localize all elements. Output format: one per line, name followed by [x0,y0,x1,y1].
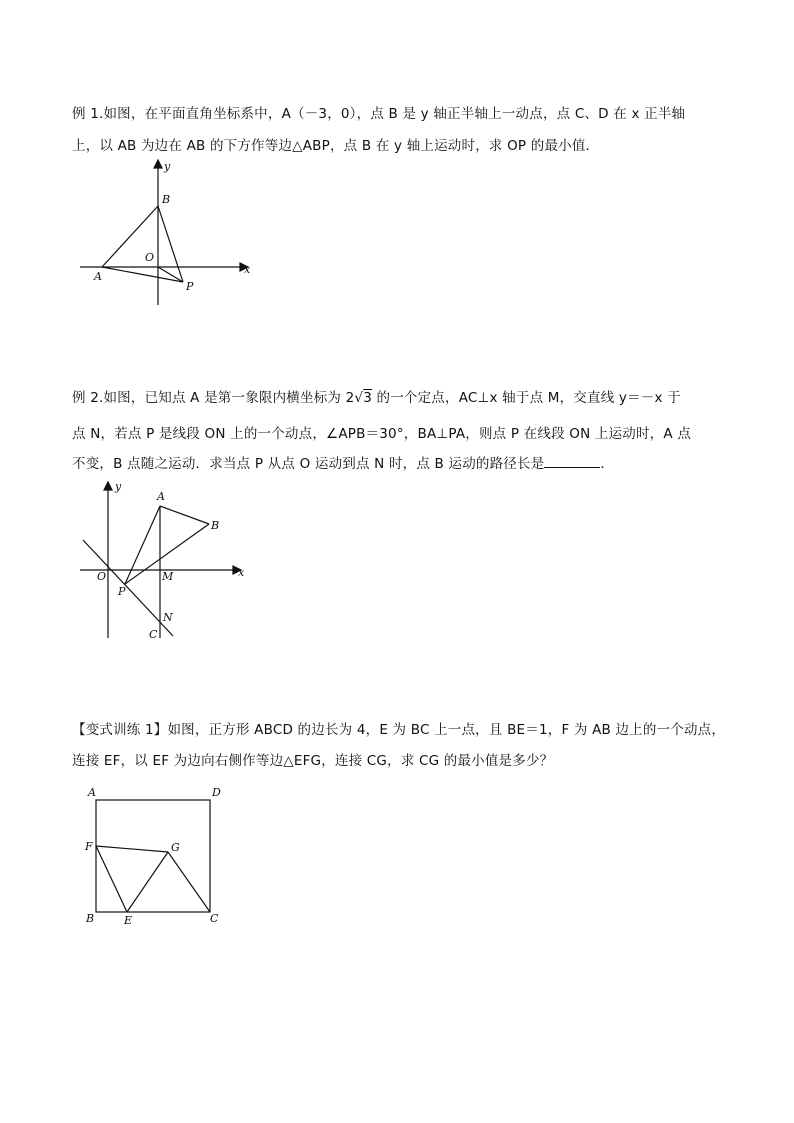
ex2-label-C: C [149,628,158,641]
ex3-seg-FG [96,846,168,852]
ex1-label-x: x [244,263,251,276]
ex2-label-A: A [157,490,165,503]
ex1-label-O: O [145,251,155,264]
ex3-label-A: A [88,786,96,799]
ex3-line1: 【变式训练 1】如图，正方形 ABCD 的边长为 4，E 为 BC 上一点，且 BE＝1，F 为 AB 边上的一个动点， [72,722,726,738]
ex1-line2: 上，以 AB 为边在 AB 的下方作等边△ABP，点 B 在 y 轴上运动时，求 OP 的最小值． [72,138,600,154]
ex3-seg-EG [127,852,168,912]
ex2-seg-PA [125,506,160,584]
ex2-line2: 点 N，若点 P 是线段 ON 上的一个动点，∠APB＝30°，BA⊥PA，则点 P 在线段 ON 上运动时，A 点 [72,426,692,442]
ex2-label-N: N [163,611,173,624]
ex3-square-ABCD [96,800,210,912]
ex2-label-x: x [238,566,245,579]
ex3-seg-FE [96,846,127,912]
ex2-label-O: O [97,570,107,583]
ex3-label-C: C [210,912,219,925]
ex2-label-B: B [211,519,220,532]
ex1-label-A: A [94,270,102,283]
ex3-seg-GC [168,852,210,912]
ex3-label-F: F [85,840,93,853]
ex1-figure [70,160,270,310]
ex3-figure [82,782,232,932]
answer-blank [544,455,600,468]
ex1-y-arrow [154,160,162,168]
ex3-label-B: B [86,912,95,925]
ex1-label-B: B [162,193,171,206]
ex1-line1: 例 1.如图，在平面直角坐标系中，A（－3，0），点 B 是 y 轴正半轴上一动点，点 C、D 在 x 正半轴 [72,106,686,122]
ex3-label-D: D [212,786,221,799]
ex2-line3: 不变，B 点随之运动．求当点 P 从点 O 运动到点 N 时，点 B 运动的路径长是 ． [72,456,615,472]
ex2-line1: 例 2.如图，已知点 A 是第一象限内横坐标为 2√3 的一个定点，AC⊥x 轴于点 M，交直线 y＝－x 于 [72,390,681,406]
sqrt-expression: 2√3 [345,390,372,406]
ex2-label-P: P [118,585,126,598]
ex3-label-G: G [171,841,180,854]
ex2-label-y: y [115,480,122,493]
radical-sign: √ [354,390,364,406]
ex2-y-arrow [104,482,112,490]
ex1-seg-BP [158,206,183,282]
ex3-line2: 连接 EF，以 EF 为边向右侧作等边△EFG，连接 CG，求 CG 的最小值是多少？ [72,753,554,769]
ex2-figure [75,478,255,648]
ex1-label-y: y [164,160,171,173]
ex2-seg-AB [160,506,209,524]
ex2-label-M: M [162,570,174,583]
ex1-label-P: P [186,280,194,293]
ex3-label-E: E [124,914,133,927]
